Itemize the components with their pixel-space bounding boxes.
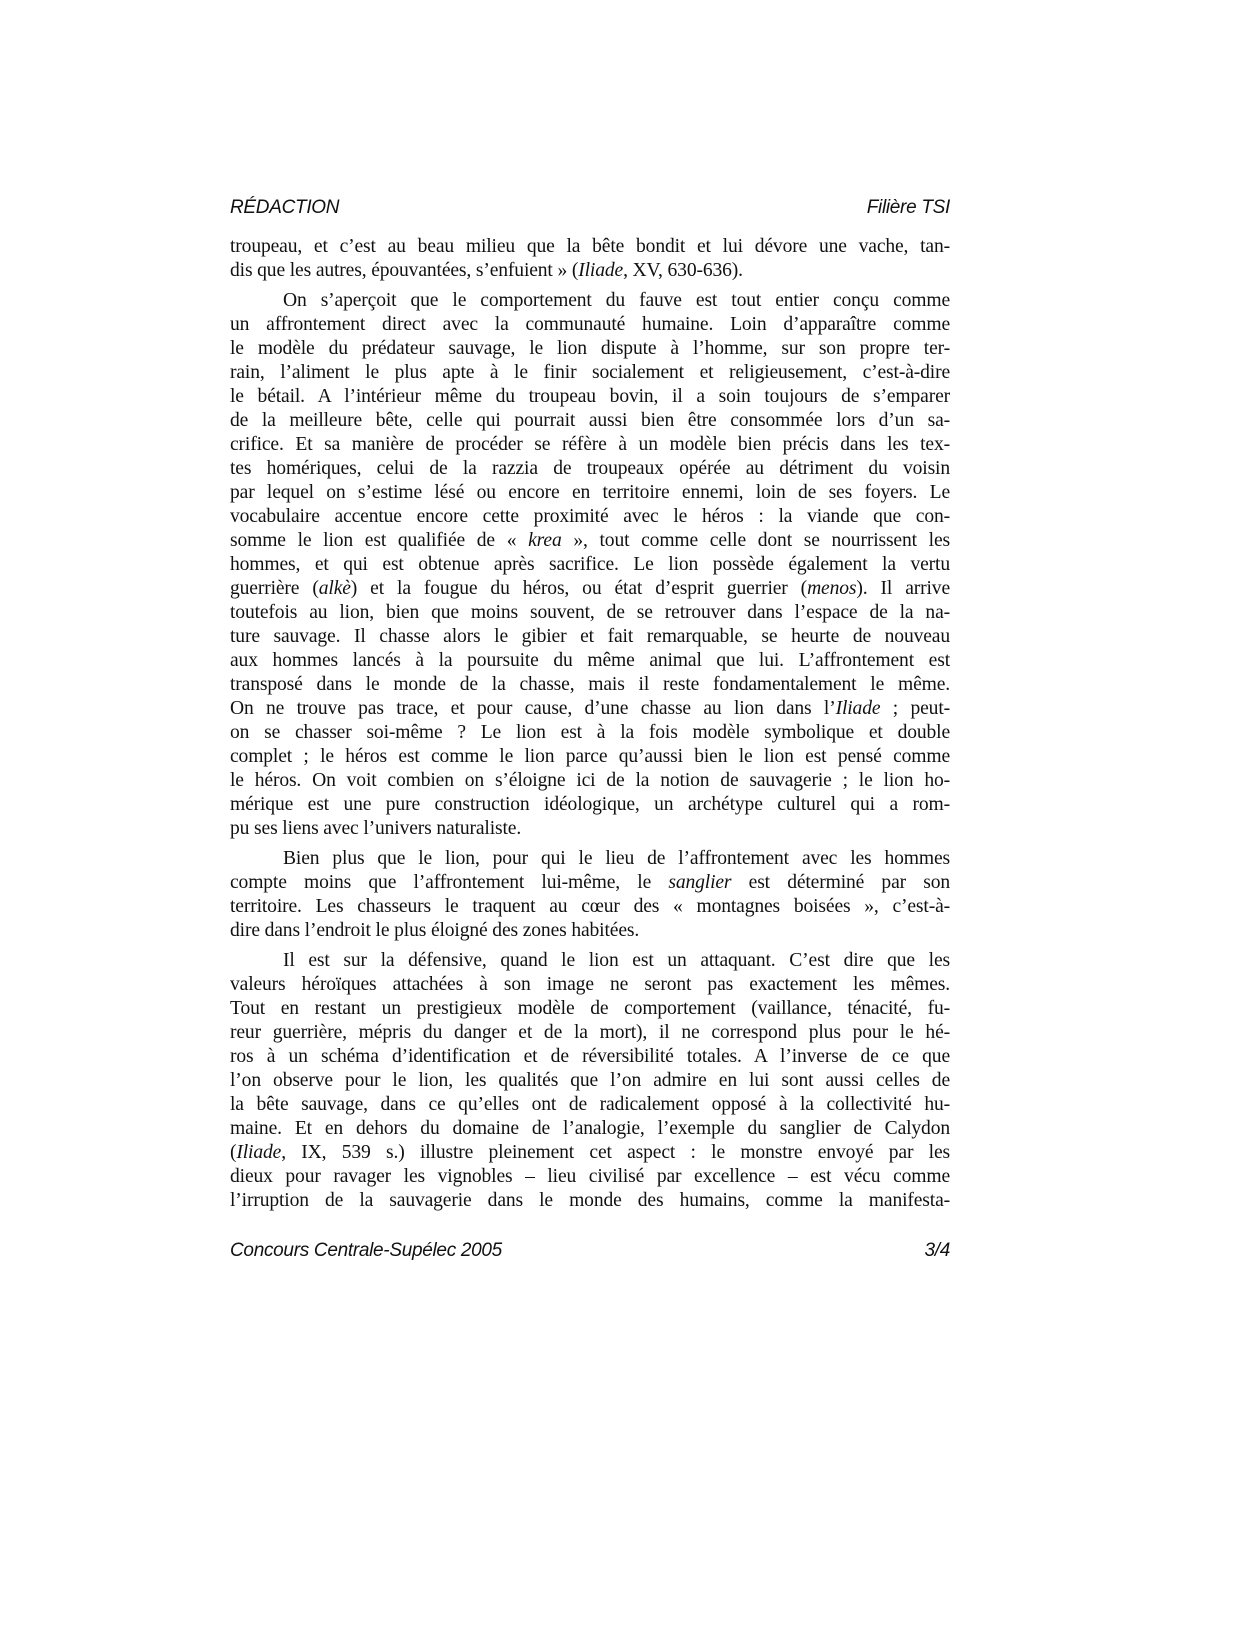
text-span: ( <box>230 1142 237 1163</box>
text-line: pu ses liens avec l’univers naturaliste. <box>230 818 522 839</box>
page-header <box>230 197 950 219</box>
header-section-title: RÉDACTION <box>230 197 340 218</box>
page-number: 3/4 <box>924 1240 950 1261</box>
text-line: la bête sauvage, dans ce qu’elles ont de radicalement opposé à la collectivité hu- <box>230 1094 950 1115</box>
text-line <box>230 577 950 601</box>
text-line: le modèle du prédateur sauvage, le lion dispute à l’homme, sur son propre ter- <box>230 338 950 359</box>
text-line: Bien plus que le lion, pour qui le lieu de l’affrontement avec les hommes <box>283 848 950 869</box>
text-line: rain, l’aliment le plus apte à le finir socialement et religieusement, c’est-à-dire <box>230 362 950 383</box>
text-line: mérique est une pure construction idéologique, un archétype culturel qui a rom- <box>230 794 950 815</box>
italic-text: sanglier <box>668 872 732 893</box>
text-line: ture sauvage. Il chasse alors le gibier et fait remarquable, se heurte de nouveau <box>230 626 950 647</box>
text-line: tes homériques, celui de la razzia de troupeaux opérée au détriment du voisin <box>230 458 950 479</box>
text-line: valeurs héroïques attachées à son image ne seront pas exactement les mêmes. <box>230 974 950 995</box>
text-line: maine. Et en dehors du domaine de l’analogie, l’exemple du sanglier de Calydon <box>230 1118 950 1139</box>
text-line: aux hommes lancés à la poursuite du même animal que lui. L’affrontement est <box>230 650 950 671</box>
text-line: Tout en restant un prestigieux modèle de comportement (vaillance, ténacité, fu- <box>230 998 950 1019</box>
italic-text: Iliade <box>578 260 624 281</box>
paragraph <box>230 289 950 841</box>
text-span: , IX, 539 s.) illustre pleinement cet aspect : le monstre envoyé par les <box>281 1142 950 1163</box>
text-line: complet ; le héros est comme le lion parce qu’aussi bien le lion est pensé comme <box>230 746 950 767</box>
text-line: hommes, et qui est obtenue après sacrifice. Le lion possède également la vertu <box>230 554 950 575</box>
text-line: l’on observe pour le lion, les qualités que l’on admire en lui sont aussi celles de <box>230 1070 950 1091</box>
text-span: , XV, 630-636). <box>623 260 743 281</box>
text-span: On ne trouve pas trace, et pour cause, d’une chasse au lion dans l’ <box>230 698 836 719</box>
text-line: l’irruption de la sauvagerie dans le monde des humains, comme la manifesta- <box>230 1190 950 1211</box>
italic-text: Iliade <box>236 1142 282 1163</box>
page-footer <box>230 1240 950 1262</box>
text-line: reur guerrière, mépris du danger et de la mort), il ne correspond plus pour le hé- <box>230 1022 950 1043</box>
text-line: troupeau, et c’est au beau milieu que la bête bondit et lui dévore une vache, tan- <box>230 236 950 257</box>
text-line: On s’aperçoit que le comportement du fauve est tout entier conçu comme <box>283 290 950 311</box>
text-line <box>230 1141 950 1165</box>
italic-text: alkè <box>318 578 351 599</box>
text-line <box>230 529 950 553</box>
italic-text: menos <box>807 578 857 599</box>
text-span: somme le lion est qualifiée de « <box>230 530 529 551</box>
text-span: ) et la fougue du héros, ou état d’esprit guerrier ( <box>350 578 808 599</box>
text-line: vocabulaire accentue encore cette proximité avec le héros : la viande que con- <box>230 506 950 527</box>
text-span: est déterminé par son <box>731 872 950 893</box>
italic-text: Iliade <box>835 698 881 719</box>
header-track: Filière TSI <box>866 197 950 218</box>
text-line <box>230 259 950 283</box>
italic-text: krea <box>528 530 562 551</box>
footer-exam-name: Concours Centrale-Supélec 2005 <box>230 1240 502 1261</box>
text-line: le héros. On voit combien on s’éloigne ici de la notion de sauvagerie ; le lion ho- <box>230 770 950 791</box>
text-line: de la meilleure bête, celle qui pourrait aussi bien être consommée lors d’un sa- <box>230 410 950 431</box>
text-line: le bétail. A l’intérieur même du troupeau bovin, il a soin toujours de s’emparer <box>230 386 950 407</box>
text-line <box>230 697 950 721</box>
text-span: ; peut- <box>880 698 950 719</box>
text-line: dire dans l’endroit le plus éloigné des zones habitées. <box>230 920 640 941</box>
paragraph <box>230 949 950 1213</box>
text-span: compte moins que l’affrontement lui-même, le <box>230 872 669 893</box>
text-line: ros à un schéma d’identification et de réversibilité totales. A l’inverse de ce que <box>230 1046 950 1067</box>
paragraph <box>230 235 950 283</box>
text-line: transposé dans le monde de la chasse, mais il reste fondamentalement le même. <box>230 674 950 695</box>
document-body <box>230 235 950 1219</box>
text-line: par lequel on s’estime lésé ou encore en territoire ennemi, loin de ses foyers. Le <box>230 482 950 503</box>
text-line: un affrontement direct avec la communauté humaine. Loin d’apparaître comme <box>230 314 950 335</box>
text-line <box>230 871 950 895</box>
text-line: territoire. Les chasseurs le traquent au cœur des « montagnes boisées », c’est-à- <box>230 896 950 917</box>
text-span: », tout comme celle dont se nourrissent les <box>561 530 950 551</box>
text-line: crifice. Et sa manière de procéder se réfère à un modèle bien précis dans les tex- <box>230 434 950 455</box>
text-span: dis que les autres, épouvantées, s’enfuient » ( <box>230 260 579 281</box>
text-span: ). Il arrive <box>856 578 950 599</box>
text-line: Il est sur la défensive, quand le lion est un attaquant. C’est dire que les <box>283 950 950 971</box>
text-line: toutefois au lion, bien que moins souvent, de se retrouver dans l’espace de la na- <box>230 602 950 623</box>
paragraph <box>230 847 950 943</box>
text-span: guerrière ( <box>230 578 319 599</box>
text-line: dieux pour ravager les vignobles – lieu civilisé par excellence – est vécu comme <box>230 1166 950 1187</box>
text-line: on se chasser soi-même ? Le lion est à la fois modèle symbolique et double <box>230 722 950 743</box>
